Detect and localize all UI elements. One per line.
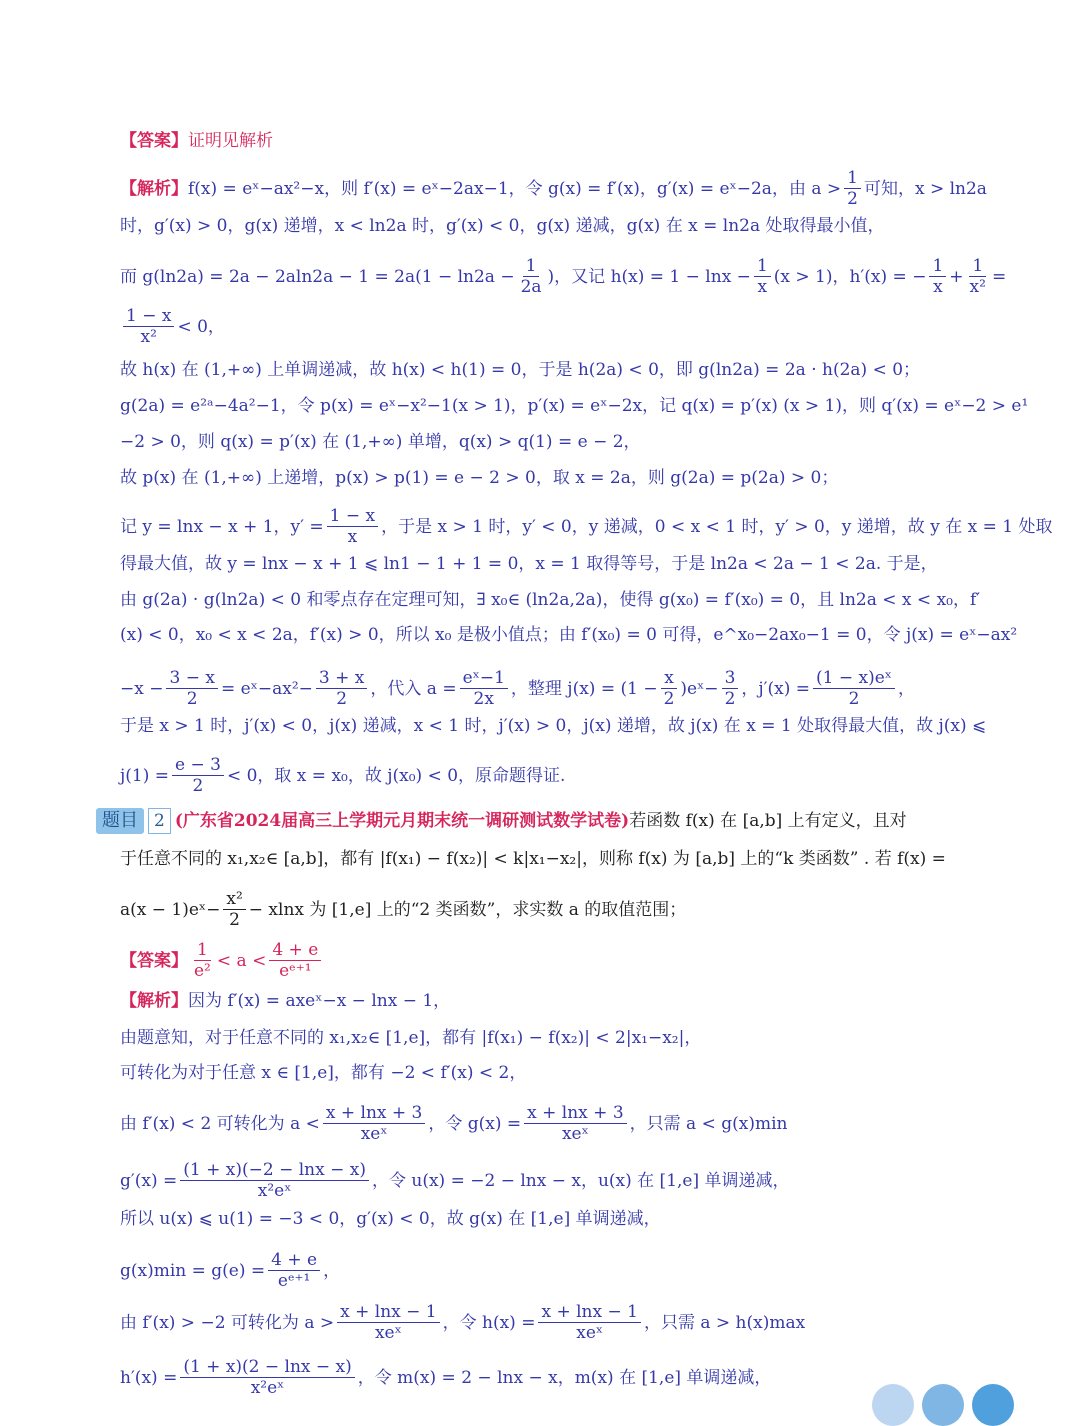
math-text: ，整理 j(x) = (1 − <box>510 678 658 699</box>
fraction: $\frac{1}{\text{x²}}$ <box>969 256 986 297</box>
decorative-circle <box>872 1384 914 1426</box>
solution-tag: 【解析】 <box>120 178 188 199</box>
math-text: −x − <box>120 678 164 699</box>
solution-1-line-12 <box>120 622 1018 648</box>
problem-text: 若函数 f(x) 在 [a,b] 上有定义，且对 <box>629 811 907 831</box>
answer-text: 证明见解析 <box>188 131 273 151</box>
fraction: $\frac{4 + e}{\text{eᵉ⁺¹}}$ <box>268 1250 320 1291</box>
fraction: $\frac{1}{x}$ <box>754 256 771 297</box>
math-text: f(x) = eˣ−ax²−x，则 f′(x) = eˣ−2ax−1，令 g(x) = f′(x)，g′(x) = eˣ−2a，由 a > <box>188 178 842 199</box>
fraction: $\frac{1}{x}$ <box>929 256 946 297</box>
solution-1-line-1 <box>120 168 985 209</box>
solution-1-line-4 <box>120 306 985 347</box>
solution-2-line-3 <box>120 1060 985 1086</box>
fraction: $\frac{1}{2}$ <box>844 168 861 209</box>
fraction: $\frac{1 - x}{\text{x²}}$ <box>123 306 174 347</box>
math-text: ，j′(x) = <box>741 678 811 699</box>
math-text: 由 f′(x) < 2 可转化为 a < <box>120 1113 320 1134</box>
fraction: $\frac{x + \ln x + 3}{\text{xeˣ}}$ <box>323 1103 425 1144</box>
math-text: = <box>991 266 1007 287</box>
solution-2-line-9 <box>120 1357 985 1398</box>
math-text: ，于是 x > 1 时，y′ < 0，y 递减，0 < x < 1 时，y′ > 0，y 递增，故 y 在 x = 1 处取 <box>381 516 1053 537</box>
fraction: $\frac{(1 + x)(-2 - \ln x - x)}{\text{x²eˣ}}$ <box>180 1160 369 1201</box>
math-text: g′(x) = <box>120 1170 178 1191</box>
math-text: 记 y = lnx − x + 1，y′ = <box>120 516 324 537</box>
fraction: $\frac{1}{\text{e²}}$ <box>194 940 211 981</box>
fraction: $\frac{\text{eˣ−1}}{2x}$ <box>460 668 508 709</box>
solution-1-line-2 <box>120 213 985 239</box>
solution-1-line-6 <box>120 393 1029 419</box>
math-text: 而 g(ln2a) = 2a − 2aln2a − 1 = 2a(1 − ln2a − <box>120 266 515 287</box>
math-text: 可知，x > ln2a <box>863 178 987 199</box>
math-text: 于是 x > 1 时，j′(x) < 0，j(x) 递减，x < 1 时，j′(x) > 0，j(x) 递增，故 j(x) 在 x = 1 处取得最大值，故 j(x) ⩽ <box>120 716 987 736</box>
math-text: ，令 g(x) = <box>428 1113 522 1134</box>
fraction: $\frac{x + \ln x - 1}{\text{xeˣ}}$ <box>337 1302 439 1343</box>
fraction: $\frac{(1 + x)(2 - \ln x - x)}{\text{x²eˣ}}$ <box>180 1357 354 1398</box>
math-text: 因为 f′(x) = axeˣ−x − lnx − 1， <box>188 991 451 1011</box>
math-text: ， <box>898 678 916 699</box>
math-text: ，只需 a > h(x)max <box>643 1312 806 1333</box>
problem-source: (广东省2024届高三上学期元月期末统一调研测试数学试卷) <box>174 811 630 831</box>
math-text: 得最大值，故 y = lnx − x + 1 ⩽ ln1 − 1 + 1 = 0，x = 1 取得等号，于是 ln2a < 2a − 1 < 2a. 于是， <box>120 554 938 574</box>
math-text: 时，g′(x) > 0，g(x) 递增，x < ln2a 时，g′(x) < 0，g(x) 递减，g(x) 在 x = ln2a 处取得最小值， <box>120 216 885 236</box>
decorative-circle <box>972 1384 1014 1426</box>
fraction: $\frac{3 - x}{2}$ <box>166 668 217 709</box>
math-text: ， <box>323 1260 341 1281</box>
problem-number: 2 <box>148 808 171 834</box>
math-text: j(1) = <box>120 765 169 786</box>
fraction: $\frac{x + \ln x + 3}{\text{xeˣ}}$ <box>524 1103 626 1144</box>
fraction: $\frac{x + \ln x - 1}{\text{xeˣ}}$ <box>538 1302 640 1343</box>
math-text: (x > 1)，h′(x) = − <box>773 266 927 287</box>
problem-badge: 题目 <box>96 808 144 834</box>
math-text: 可转化为对于任意 x ∈ [1,e]，都有 −2 < f′(x) < 2， <box>120 1063 527 1083</box>
math-text: < 0，取 x = x₀，故 j(x₀) < 0，原命题得证. <box>226 765 566 786</box>
solution-1-line-7 <box>120 429 985 455</box>
answer-1 <box>120 128 985 154</box>
answer-tag: 【答案】 <box>120 950 188 971</box>
math-text: < 0， <box>177 316 225 337</box>
math-text: ，令 m(x) = 2 − lnx − x，m(x) 在 [1,e] 单调递减， <box>357 1367 772 1388</box>
math-text: g(2a) = e²ᵃ−4a²−1，令 p(x) = eˣ−x²−1(x > 1)，p′(x) = eˣ−2x，记 q(x) = p′(x) (x > 1)，则 q′(x) = eˣ−2 > e¹ <box>120 396 1029 416</box>
fraction: $\frac{\text{(1 − x)eˣ}}{2}$ <box>813 668 895 709</box>
fraction: $\frac{1}{2a}$ <box>520 256 542 297</box>
math-text: 由 g(2a) · g(ln2a) < 0 和零点存在定理可知，∃ x₀∈ (ln2a,2a)，使得 g(x₀) = f′(x₀) = 0，且 ln2a < x < x₀，f′ <box>120 590 981 610</box>
solution-2-line-2 <box>120 1025 985 1051</box>
solution-1-line-8 <box>120 465 985 491</box>
fraction: $\frac{3 + x}{2}$ <box>316 668 367 709</box>
fraction: $\frac{4 + e}{\text{eᵉ⁺¹}}$ <box>269 940 321 981</box>
solution-1-line-3 <box>120 256 1007 297</box>
decorative-circle <box>922 1384 964 1426</box>
problem-2-line-1 <box>96 808 985 834</box>
answer-tag: 【答案】 <box>120 131 188 151</box>
solution-2-line-8 <box>120 1302 985 1343</box>
solution-2-line-1 <box>120 988 985 1014</box>
solution-2-line-6 <box>120 1206 985 1232</box>
fraction: $\frac{1 - x}{x}$ <box>327 506 378 547</box>
answer-2 <box>120 940 985 981</box>
solution-1-line-11 <box>120 587 985 613</box>
math-text: + <box>949 266 964 287</box>
problem-2-line-3 <box>120 889 985 930</box>
math-text: 故 h(x) 在 (1,+∞) 上单调递减，故 h(x) < h(1) = 0，于是 h(2a) < 0，即 g(ln2a) = 2a · h(2a) < 0； <box>120 360 921 380</box>
math-text: 由 f′(x) > −2 可转化为 a > <box>120 1312 335 1333</box>
math-text: (x) < 0，x₀ < x < 2a，f′(x) > 0，所以 x₀ 是极小值点；由 f′(x₀) = 0 可得，e^x₀−2ax₀−1 = 0，令 j(x) = eˣ−ax² <box>120 625 1018 645</box>
fraction: $\frac{e - 3}{2}$ <box>172 755 224 796</box>
math-text: 由题意知，对于任意不同的 x₁,x₂∈ [1,e]，都有 |f(x₁) − f(x₂)| < 2|x₁−x₂|， <box>120 1028 702 1048</box>
fraction: $\frac{\text{x²}}{2}$ <box>223 889 245 930</box>
fraction: $\frac{3}{2}$ <box>722 668 739 709</box>
math-text: ，代入 a = <box>370 678 457 699</box>
math-text: −2 > 0，则 q(x) = p′(x) 在 (1,+∞) 单增，q(x) > q(1) = e − 2， <box>120 432 641 452</box>
problem-text: 于任意不同的 x₁,x₂∈ [a,b]，都有 |f(x₁) − f(x₂)| < k|x₁−x₂|，则称 f(x) 为 [a,b] 上的“k 类函数” . 若 f(x) = <box>120 849 946 869</box>
math-text: ，只需 a < g(x)min <box>629 1113 788 1134</box>
problem-2-line-2 <box>120 846 985 872</box>
solution-1-line-10 <box>120 551 985 577</box>
solution-1-line-15 <box>120 755 985 796</box>
solution-2-line-5 <box>120 1160 985 1201</box>
solution-2-line-4 <box>120 1103 985 1144</box>
math-text: g(x)min = g(e) = <box>120 1260 266 1281</box>
solution-2-line-7 <box>120 1250 985 1291</box>
math-text: )，又记 h(x) = 1 − lnx − <box>547 266 751 287</box>
fraction: $\frac{x}{2}$ <box>661 668 678 709</box>
solution-1-line-13 <box>120 668 985 709</box>
math-text: )eˣ− <box>680 678 719 699</box>
problem-text: a(x − 1)eˣ− <box>120 899 221 920</box>
math-text: ，令 h(x) = <box>442 1312 536 1333</box>
solution-1-line-9 <box>120 506 1053 547</box>
math-text: 故 p(x) 在 (1,+∞) 上递增，p(x) > p(1) = e − 2 > 0，取 x = 2a，则 g(2a) = p(2a) > 0； <box>120 468 839 488</box>
math-text: h′(x) = <box>120 1367 178 1388</box>
math-text: 所以 u(x) ⩽ u(1) = −3 < 0，g′(x) < 0，故 g(x) 在 [1,e] 单调递减， <box>120 1209 661 1229</box>
problem-text: − xlnx 为 [1,e] 上的“2 类函数”，求实数 a 的取值范围； <box>248 899 687 920</box>
math-text: < a < <box>216 950 267 971</box>
solution-tag: 【解析】 <box>120 991 188 1011</box>
math-text: ，令 u(x) = −2 − lnx − x，u(x) 在 [1,e] 单调递减， <box>371 1170 790 1191</box>
solution-1-line-5 <box>120 357 985 383</box>
solution-1-line-14 <box>120 713 985 739</box>
math-text: = eˣ−ax²− <box>220 678 313 699</box>
